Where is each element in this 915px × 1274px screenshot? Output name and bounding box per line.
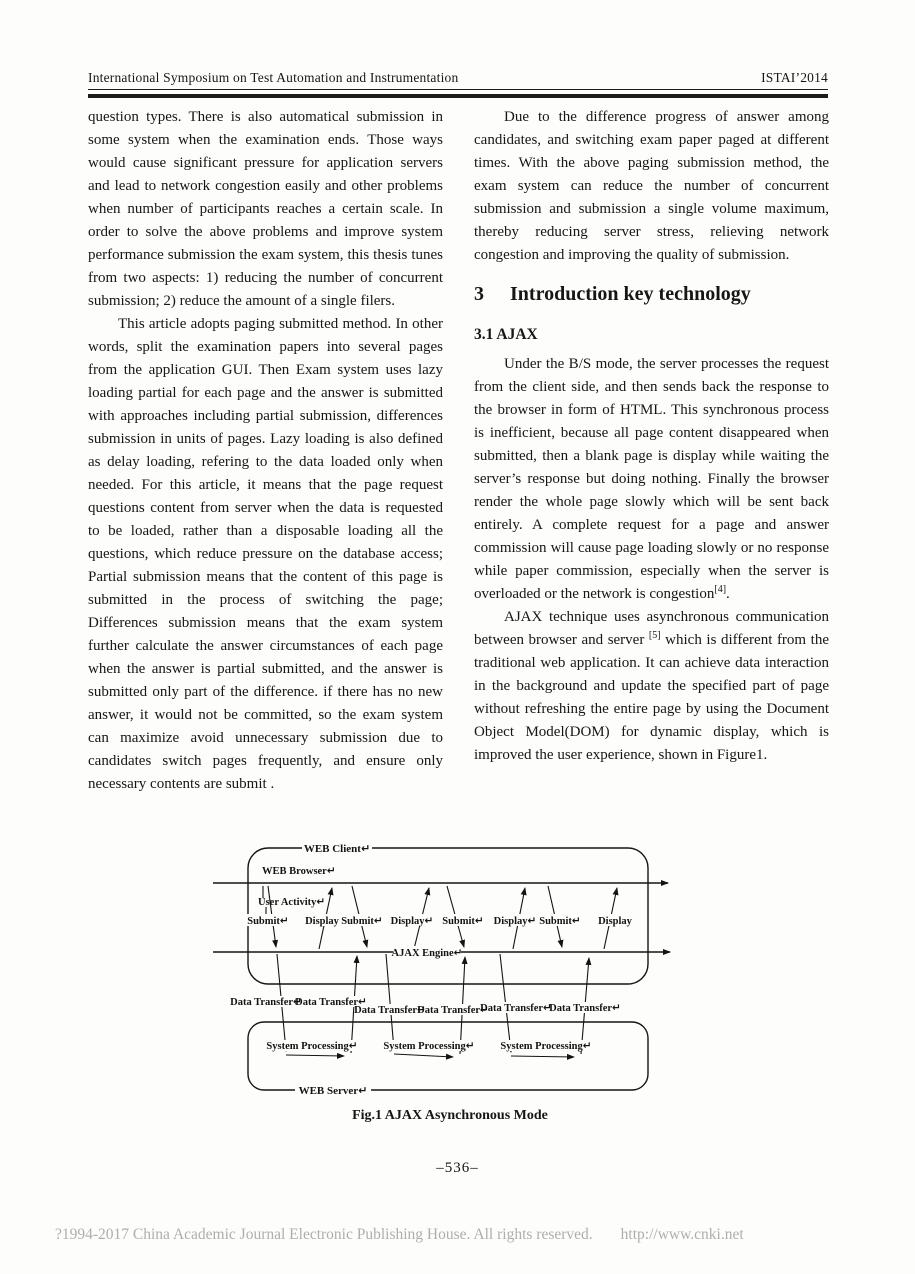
body-columns: [88, 106, 829, 796]
submit-label: Submit↵: [442, 916, 484, 927]
data-transfer-label: Data Transfer↵: [549, 1003, 621, 1014]
paragraph: [474, 353, 829, 606]
timeline-labels: [245, 914, 638, 927]
display-label: Display↵: [493, 916, 537, 927]
running-head-conference: ISTAI’2014: [761, 70, 828, 85]
section-number: 3: [474, 283, 484, 305]
paragraph: [474, 606, 829, 767]
paragraph: This article adopts paging submitted method. In other words, split the examination papers into several pages from the application GUI. Then Exam system uses lazy loading partial for each page and the answer is submitted with approaches including partial submission, differences submission in units of pages. Lazy loading is also defined as delay loading, refering to the data loaded only when needed. For this article, it means that the page request questions content from server when the data is requested to be loaded, rather than a disposable loading all the questions, which reduce pressure on the database access; Partial submission means that the content of this page is submitted in the process of switching the page; Differences submission means that the exam system further calculate the answer circumstances of each page when the answer is partial submitted, and the answer is submitted only part of the difference. if there has no new answer, it would not be committed, so the exam system can maximize avoid unnecessary submission due to candidates switch pages frequently, and ensure only necessary contents are submit .: [88, 316, 443, 792]
submit-label: Submit↵: [341, 916, 383, 927]
header-rule: [88, 94, 828, 98]
running-head: [88, 70, 828, 98]
user-activity-label: User Activity↵: [258, 897, 326, 908]
running-head-title: International Symposium on Test Automation and Instrumentation: [88, 70, 459, 85]
paragraph: question types. There is also automatical submission in some system when the examination ends. Those ways would cause significant pressure for application servers and lead to network congestion easily and other problems when number of participants reaches a certain scale. In order to solve the above problems and improve system performance submission the exam system, this thesis tunes from two aspects: 1) reducing the number of concurrent submission; 2) reduce the amount of a single filers.: [88, 109, 443, 309]
web-server-label: WEB Server↵: [298, 1085, 368, 1097]
display-label: Display: [598, 916, 632, 927]
display-label: Display↵: [390, 916, 434, 927]
citation-marker: [4]: [714, 584, 727, 595]
paragraph-text: which is different from the traditional web application. It can achieve data interaction in the background and update the specified part of page without refreshing the entire page by using the Document Object Model(DOM) for dynamic display, which is improved the user experience, shown in Figure1.: [474, 632, 830, 763]
system-processing-label: System Processing↵: [383, 1041, 475, 1052]
data-transfer-label: Data Transfer↵: [417, 1005, 489, 1016]
system-processing-label: System Processing↵: [500, 1041, 592, 1052]
data-transfer-label: Data Transfer↵: [480, 1003, 552, 1014]
section-title: Introduction key technology: [510, 283, 751, 305]
paragraph-text: .: [726, 586, 730, 602]
web-client-label: WEB Client↵: [303, 843, 371, 855]
paragraph: Due to the difference progress of answer among candidates, and switching exam paper paged at different times. With the above paging submission method, the exam system can reduce the number of concurrent submission and submission a single volume maximum, thereby reducing server stress, relieving network congestion and improving the quality of submission.: [474, 109, 829, 263]
web-browser-label: WEB Browser↵: [262, 866, 336, 877]
section-heading: [474, 281, 829, 307]
copyright-text: ?1994-2017 China Academic Journal Electronic Publishing House. All rights reserved.: [55, 1226, 593, 1243]
right-column: [474, 106, 829, 796]
data-transfer-label: Data Transfer↵: [295, 997, 367, 1008]
submit-label: Submit↵: [539, 916, 581, 927]
paragraph-text: Under the B/S mode, the server processes the request from the client side, and then sends back the response to the browser in form of HTML. This synchronous process is inefficient, because all page content disappeared when submitted, then a blank page is display while waiting the server’s response but doing nothing. Finally the browser render the whole page slowly which will be sent back entirely. A complete request for a page and answer commission will cause page loading slowly or no response while paper commission, especially when the server is overloaded or the network is congestion: [474, 356, 829, 602]
ajax-diagram-svg: [210, 843, 690, 1105]
page-number: –536–: [436, 1160, 479, 1176]
display-label: Display: [305, 916, 339, 927]
web-server-box: [248, 1022, 648, 1090]
data-transfer-label: Data Transfer↵: [354, 1005, 426, 1016]
ajax-engine-label: AJAX Engine↵: [391, 948, 463, 959]
figure-caption: Fig.1 AJAX Asynchronous Mode: [352, 1108, 548, 1123]
submit-label: Submit↵: [247, 916, 289, 927]
paragraph-text: AJAX technique uses asynchronous communication between browser and server: [474, 609, 829, 648]
watermark-footer: [55, 1226, 875, 1244]
figure-1-ajax-diagram: [210, 843, 690, 1110]
left-column: [88, 106, 443, 796]
system-processing-label: System Processing↵: [266, 1041, 358, 1052]
subsection-heading: 3.1 AJAX: [474, 326, 538, 343]
data-transfer-labels: [230, 996, 621, 1016]
data-transfer-label: Data Transfer↵: [230, 997, 302, 1008]
system-processing-labels: [266, 1040, 591, 1052]
citation-marker: [5]: [648, 630, 661, 641]
cnki-url: http://www.cnki.net: [620, 1226, 744, 1243]
